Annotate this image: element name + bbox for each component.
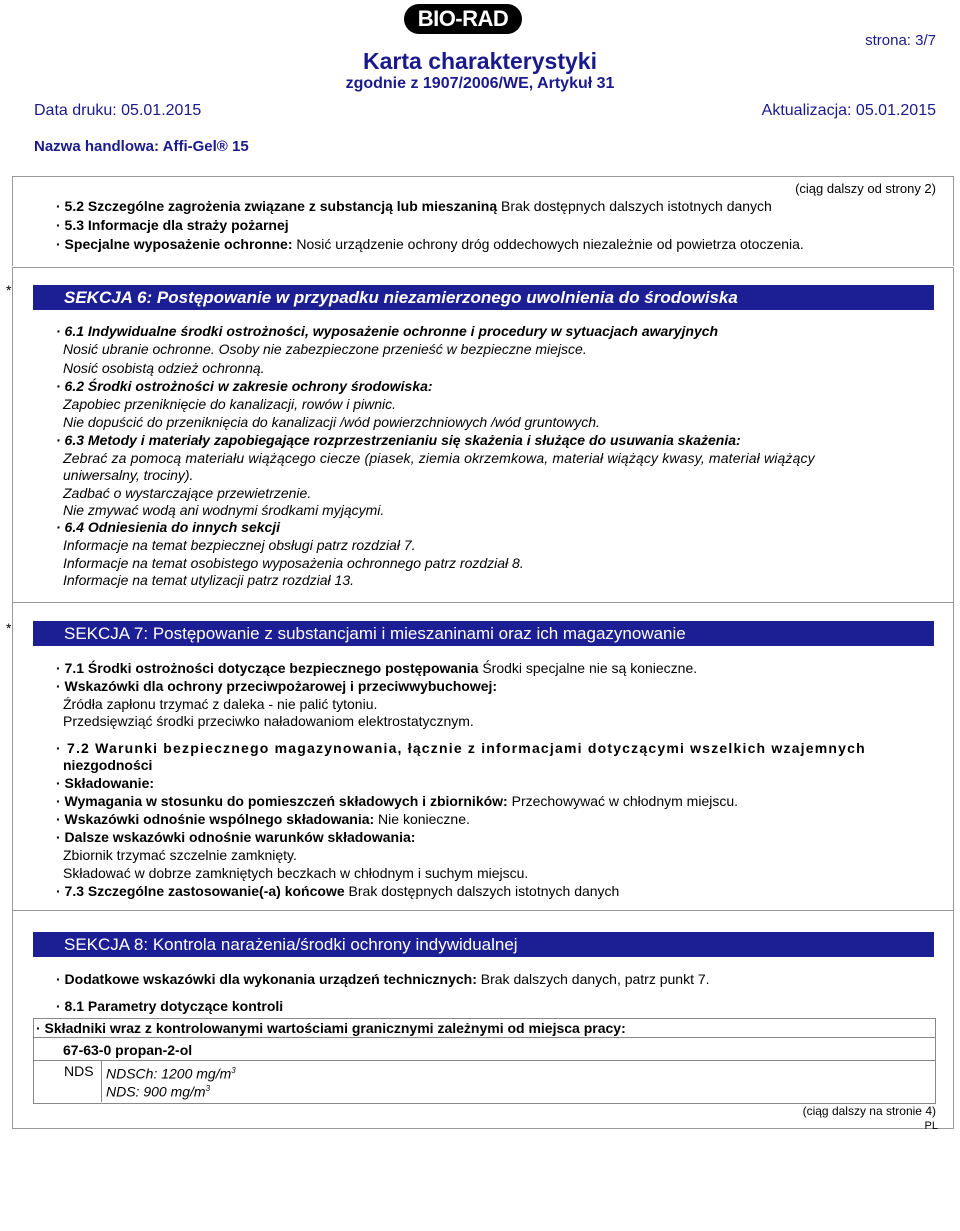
sec6-text: Zebrać za pomocą materiału wiążącego ciecze (piasek, ziemia okrzemkowa, materiał wiążący kwasy, materiał wiążący xyxy=(63,450,815,466)
section-8-title: SEKCJA 8: Kontrola narażenia/środki ochrony indywidualnej xyxy=(33,932,934,957)
sec7-requirements: · Wymagania w stosunku do pomieszczeń składowych i zbiorników: Przechowywać w chłodnym miejscu. xyxy=(56,793,739,809)
sec7-1: · 7.1 Środki ostrożności dotyczące bezpiecznego postępowania Środki specjalne nie są konieczne. xyxy=(56,660,698,676)
sec6-text: Zadbać o wystarczające przewietrzenie. xyxy=(63,485,312,501)
sec6-text: Informacje na temat osobistego wyposażenia ochronnego patrz rozdział 8. xyxy=(63,555,524,571)
sec7-text: Źródła zapłonu trzymać z daleka - nie palić tytoniu. xyxy=(63,696,378,712)
divider xyxy=(953,910,954,1128)
divider xyxy=(953,176,954,266)
sec8-technical: · Dodatkowe wskazówki dla wykonania urządzeń technicznych: Brak dalszych danych, patrz punkt 7. xyxy=(56,971,710,987)
divider xyxy=(12,602,954,603)
divider xyxy=(12,267,13,602)
nds-value: NDS: 900 $mg/m^3$ xyxy=(106,1083,211,1100)
trade-name: Nazwa handlowa: Affi-Gel® 15 xyxy=(34,138,249,155)
sec6-text: Nie dopuścić do przeniknięcia do kanalizacji /wód powierzchniowych /wód gruntowych. xyxy=(63,414,600,430)
divider xyxy=(12,176,954,177)
section-6-title: SEKCJA 6: Postępowanie w przypadku niezamierzonego uwolnienia do środowiska xyxy=(33,285,934,310)
language-code: PL xyxy=(924,1120,938,1132)
revision-star: * xyxy=(6,620,12,636)
divider xyxy=(101,1060,102,1102)
update-date: Aktualizacja: 05.01.2015 xyxy=(761,102,936,119)
sec7-2-cont: niezgodności xyxy=(63,757,153,773)
bio-rad-logo: BIO-RAD xyxy=(404,4,522,34)
sec7-common: · Wskazówki odnośnie wspólnego składowania: Nie konieczne. xyxy=(56,811,470,827)
divider xyxy=(953,602,954,910)
sec8-components: · Składniki wraz z kontrolowanymi wartościami granicznymi zależnymi od miejsca pracy: xyxy=(36,1020,626,1036)
sec7-2: · 7.2 Warunki bezpiecznego magazynowania, łącznie z informacjami dotyczącymi wszelkich wzajemnych xyxy=(56,740,866,756)
sec6-3: · 6.3 Metody i materiały zapobiegające rozprzestrzenianiu się skażenia i służące do usuwania skażenia: xyxy=(56,432,741,448)
sec6-text: Informacje na temat bezpiecznej obsługi patrz rozdział 7. xyxy=(63,537,416,553)
nds-label: NDS xyxy=(64,1063,94,1079)
sec7-text: Składować w dobrze zamkniętych beczkach w chłodnym i suchym miejscu. xyxy=(63,865,529,881)
divider xyxy=(953,267,954,602)
sec8-1: · 8.1 Parametry dotyczące kontroli xyxy=(56,998,284,1014)
sec7-3: · 7.3 Szczególne zastosowanie(-a) końcowe Brak dostępnych dalszych istotnych danych xyxy=(56,883,620,899)
sec7-text: Przedsięwziąć środki przeciwko naładowaniom elektrostatycznym. xyxy=(63,713,474,729)
divider xyxy=(12,910,954,911)
sec7-further: · Dalsze wskazówki odnośnie warunków składowania: xyxy=(56,829,416,845)
section-7-title: SEKCJA 7: Postępowanie z substancjami i mieszaninami oraz ich magazynowanie xyxy=(33,621,934,646)
sec5-2: · 5.2 Szczególne zagrożenia związane z substancją lub mieszaniną Brak dostępnych dalszych istotnych danych xyxy=(56,198,772,214)
divider xyxy=(12,176,13,266)
sec6-2: · 6.2 Środki ostrożności w zakresie ochrony środowiska: xyxy=(56,378,433,394)
divider xyxy=(12,602,13,910)
print-date: Data druku: 05.01.2015 xyxy=(34,102,202,119)
sec7-fire: · Wskazówki dla ochrony przeciwpożarowej i przeciwwybuchowej: xyxy=(56,678,498,694)
sec6-text: Nie zmywać wodą ani wodnymi środkami myjącymi. xyxy=(63,502,385,518)
sec7-text: Zbiornik trzymać szczelnie zamknięty. xyxy=(63,847,297,863)
sec5-special: · Specjalne wyposażenie ochronne: Nosić urządzenie ochrony dróg oddechowych niezależnie od powietrza otoczenia. xyxy=(56,236,804,252)
divider xyxy=(33,1060,935,1061)
sec5-3: · 5.3 Informacje dla straży pożarnej xyxy=(56,217,289,233)
divider xyxy=(12,910,13,1128)
continued-note: (ciąg dalszy od strony 2) xyxy=(795,181,936,196)
sec6-1: · 6.1 Indywidualne środki ostrożności, wyposażenie ochronne i procedury w sytuacjach awaryjnych xyxy=(56,323,719,339)
revision-star: * xyxy=(6,282,12,298)
sec6-text: Nosić osobistą odzież ochronną. xyxy=(63,360,265,376)
continued-next: (ciąg dalszy na stronie 4) xyxy=(802,1104,936,1118)
divider xyxy=(12,1128,954,1129)
divider xyxy=(12,267,954,268)
sec6-text: Informacje na temat utylizacji patrz rozdział 13. xyxy=(63,572,355,588)
ndsch-value: NDSCh: 1200 $mg/m^3$ xyxy=(106,1065,236,1082)
substance-name: 67-63-0 propan-2-ol xyxy=(63,1042,193,1058)
document-subtitle: zgodnie z 1907/2006/WE, Artykuł 31 xyxy=(345,75,615,92)
sec7-storage: · Składowanie: xyxy=(56,775,155,791)
sec6-text: Zapobiec przeniknięcie do kanalizacji, rowów i piwnic. xyxy=(63,396,397,412)
sec6-text: uniwersalny, trociny). xyxy=(63,467,194,483)
sec6-4: · 6.4 Odniesienia do innych sekcji xyxy=(56,519,281,535)
page-number: strona: 3/7 xyxy=(865,32,936,49)
document-title: Karta charakterystyki xyxy=(363,48,597,74)
divider xyxy=(33,1037,935,1038)
sec6-text: Nosić ubranie ochronne. Osoby nie zabezpieczone przenieść w bezpieczne miejsce. xyxy=(63,341,587,357)
